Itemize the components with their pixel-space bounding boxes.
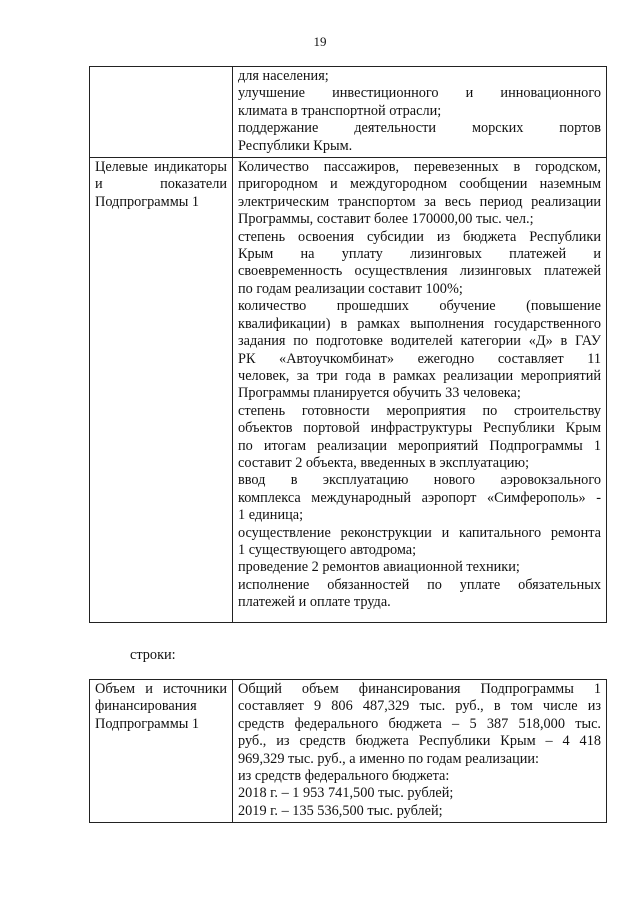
text-line: электрическим транспортом за весь период реализации [238,193,601,210]
text-line: 1 существующего автодрома; [238,541,417,558]
text-line: 1 единица; [238,507,304,524]
table-row [90,158,607,623]
text-line: количество прошедших обучение (повышение [238,298,601,315]
table-row [90,680,607,823]
table-cell-right [233,67,607,158]
page-number: 19 [313,34,327,49]
cell-text [238,68,601,155]
text-line: средств федерального бюджета – 5 387 518,000 тыс. [238,715,601,732]
text-line: проведение 2 ремонтов авиационной техники; [238,559,520,576]
text-line: задания по подготовке водителей категории «Д» в ГАУ [238,333,601,350]
text-line: из средств федерального бюджета: [238,768,450,785]
text-line: составит 2 объекта, введенных в эксплуатацию; [238,454,530,471]
text-line: улучшение инвестиционного и инновационного [238,85,601,102]
text-line: Целевые индикаторы [95,159,227,176]
cell-text [238,681,601,820]
text-line: финансирования [95,698,197,715]
text-line: и показатели [95,176,227,193]
text-line: человек, за три года в рамках реализации мероприятий [238,367,601,384]
table-cell-left [90,158,233,623]
table-cell-left [90,680,233,823]
text-line: 2018 г. – 1 953 741,500 тыс. рублей; [238,785,454,802]
text-line: поддержание деятельности морских портов [238,120,601,137]
text-line: Программы, составит более 170000,00 тыс. чел.; [238,211,534,228]
text-line: по годам реализации составит 100%; [238,280,463,297]
text-line: пригородном и междугородном сообщении наземным [238,176,601,193]
text-line: руб., из средств бюджета Республики Крым – 4 418 [238,733,601,750]
text-line: климата в транспортной отрасли; [238,102,442,119]
text-line: ввод в эксплуатацию нового аэровокзального [238,472,601,489]
text-line: Объем и источники [95,681,227,697]
text-line: исполнение обязанностей по уплате обязательных [238,576,601,593]
text-line: степень освоения субсидии из бюджета Республики [238,228,601,245]
cell-text [238,159,601,612]
text-line: Крым на уплату лизинговых платежей и [238,246,601,263]
text-line: осуществление реконструкции и капитального ремонта [238,524,601,541]
separator-label: строки: [130,647,176,663]
text-line: для населения; [238,68,329,84]
text-line: Республики Крым. [238,137,353,154]
text-line: РК «Автоучкомбинат» ежегодно составляет 11 [238,350,601,367]
text-line: Подпрограммы 1 [95,193,200,210]
table-cell-right [233,158,607,623]
cell-text [95,681,227,733]
program-table-2 [89,679,607,823]
text-line: составляет 9 806 487,329 тыс. руб., в том числе из [238,698,601,715]
table-row [90,67,607,158]
text-line: платежей и оплате труда. [238,594,391,611]
table-cell-right [233,680,607,823]
text-line: Общий объем финансирования Подпрограммы 1 [238,681,601,697]
table-cell-left-empty [90,67,233,158]
text-line: Подпрограммы 1 [95,715,200,732]
text-line: 969,329 тыс. руб., а именно по годам реализации: [238,750,539,767]
program-table-1 [89,66,607,623]
text-line: своевременность осуществления лизинговых платежей [238,263,601,280]
text-line: комплекса международный аэропорт «Симферополь» - [238,489,601,506]
text-line: объектов портовой инфраструктуры Республики Крым [238,420,601,437]
text-line: по итогам реализации мероприятий Подпрограммы 1 [238,437,601,454]
cell-text [95,159,227,211]
text-line: Количество пассажиров, перевезенных в городском, [238,159,601,176]
text-line: 2019 г. – 135 536,500 тыс. рублей; [238,802,443,819]
text-line: квалификации) в рамках выполнения государственного [238,315,601,332]
text-line: Программы планируется обучить 33 человека; [238,385,521,402]
text-line: степень готовности мероприятия по строительству [238,402,601,419]
